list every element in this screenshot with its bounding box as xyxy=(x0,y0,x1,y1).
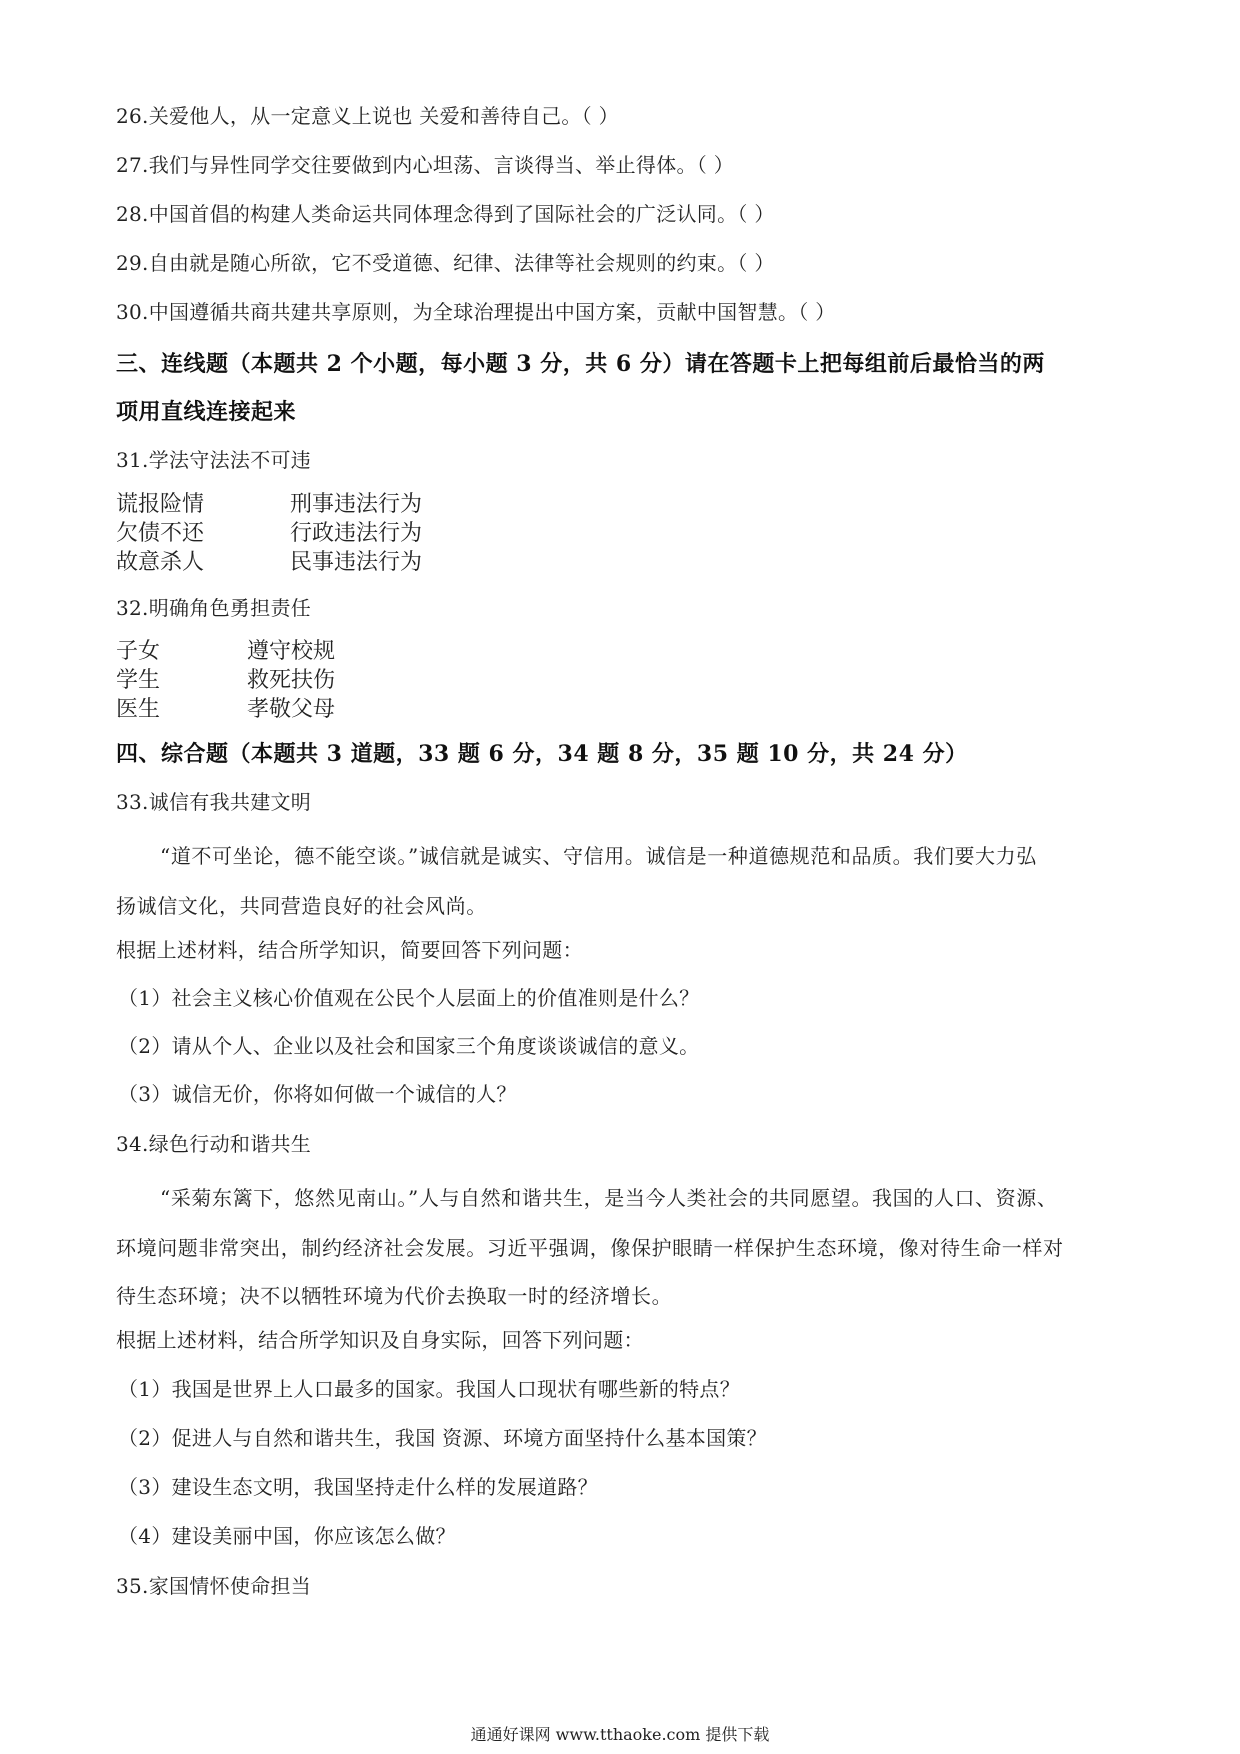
question-35-title: 35.家国情怀使命担当 xyxy=(116,1574,312,1598)
q32-left-item-1: 子女 xyxy=(116,639,161,664)
q34-material-line-1: “采菊东篱下，悠然见南山。”人与自然和谐共生，是当今人类社会的共同愿望。我国的人口、资源、 xyxy=(160,1186,1058,1210)
q32-right-item-2: 救死扶伤 xyxy=(247,668,336,693)
q31-left-item-1: 谎报险情 xyxy=(116,492,205,517)
question-26: 26.关爱他人，从一定意义上说也 关爱和善待自己。（ ） xyxy=(116,104,619,128)
q34-sub-question-4: （4）建设美丽中国，你应该怎么做？ xyxy=(118,1524,456,1548)
question-32-title: 32.明确角色勇担责任 xyxy=(116,596,312,620)
q33-material-line-1: “道不可坐论，德不能空谈。”诚信就是诚实、守信用。诚信是一种道德规范和品质。我们要大力弘 xyxy=(160,844,1037,868)
q33-sub-question-3: （3）诚信无价，你将如何做一个诚信的人？ xyxy=(118,1082,517,1106)
section-4-heading: 四、综合题（本题共 3 道题，33 题 6 分，34 题 8 分，35 题 10 分，共 24 分） xyxy=(116,741,968,767)
q34-sub-question-2: （2）促进人与自然和谐共生，我国 资源、环境方面坚持什么基本国策？ xyxy=(118,1426,767,1450)
question-33-title: 33.诚信有我共建文明 xyxy=(116,790,312,814)
q31-left-item-3: 故意杀人 xyxy=(116,550,205,575)
page-footer: 通通好课网 www.tthaoke.com 提供下载 xyxy=(470,1725,770,1744)
section-3-heading-line-1: 三、连线题（本题共 2 个小题，每小题 3 分，共 6 分）请在答题卡上把每组前后最恰当的两 xyxy=(116,351,1045,377)
question-28: 28.中国首倡的构建人类命运共同体理念得到了国际社会的广泛认同。（ ） xyxy=(116,202,775,226)
q34-sub-question-3: （3）建设生态文明，我国坚持走什么样的发展道路？ xyxy=(118,1475,598,1499)
q31-left-item-2: 欠债不还 xyxy=(116,521,205,546)
section-3-heading-line-2: 项用直线连接起来 xyxy=(116,399,297,425)
q34-prompt: 根据上述材料，结合所学知识及自身实际，回答下列问题： xyxy=(116,1328,644,1352)
q34-material-line-3: 待生态环境；决不以牺牲环境为代价去换取一时的经济增长。 xyxy=(116,1284,673,1308)
question-29: 29.自由就是随心所欲，它不受道德、纪律、法律等社会规则的约束。（ ） xyxy=(116,251,775,275)
q31-right-item-3: 民事违法行为 xyxy=(290,550,423,575)
question-27: 27.我们与异性同学交往要做到内心坦荡、言谈得当、举止得体。（ ） xyxy=(116,153,735,177)
q33-sub-question-2: （2）请从个人、企业以及社会和国家三个角度谈谈诚信的意义。 xyxy=(118,1034,700,1058)
question-34-title: 34.绿色行动和谐共生 xyxy=(116,1132,312,1156)
q33-prompt: 根据上述材料，结合所学知识，简要回答下列问题： xyxy=(116,938,583,962)
q31-right-item-1: 刑事违法行为 xyxy=(290,492,423,517)
q33-sub-question-1: （1）社会主义核心价值观在公民个人层面上的价值准则是什么？ xyxy=(118,986,700,1010)
q34-sub-question-1: （1）我国是世界上人口最多的国家。我国人口现状有哪些新的特点？ xyxy=(118,1377,741,1401)
q32-right-item-3: 孝敬父母 xyxy=(247,697,336,722)
question-31-title: 31.学法守法法不可违 xyxy=(116,448,312,472)
q33-material-line-2: 扬诚信文化，共同营造良好的社会风尚。 xyxy=(116,894,487,918)
q34-material-line-2: 环境问题非常突出，制约经济社会发展。习近平强调，像保护眼睛一样保护生态环境，像对待生命一样对 xyxy=(116,1236,1064,1260)
q32-right-item-1: 遵守校规 xyxy=(247,639,336,664)
q32-left-item-2: 学生 xyxy=(116,668,161,693)
question-30: 30.中国遵循共商共建共享原则，为全球治理提出中国方案，贡献中国智慧。（ ） xyxy=(116,300,836,324)
q32-left-item-3: 医生 xyxy=(116,697,161,722)
q31-right-item-2: 行政违法行为 xyxy=(290,521,423,546)
